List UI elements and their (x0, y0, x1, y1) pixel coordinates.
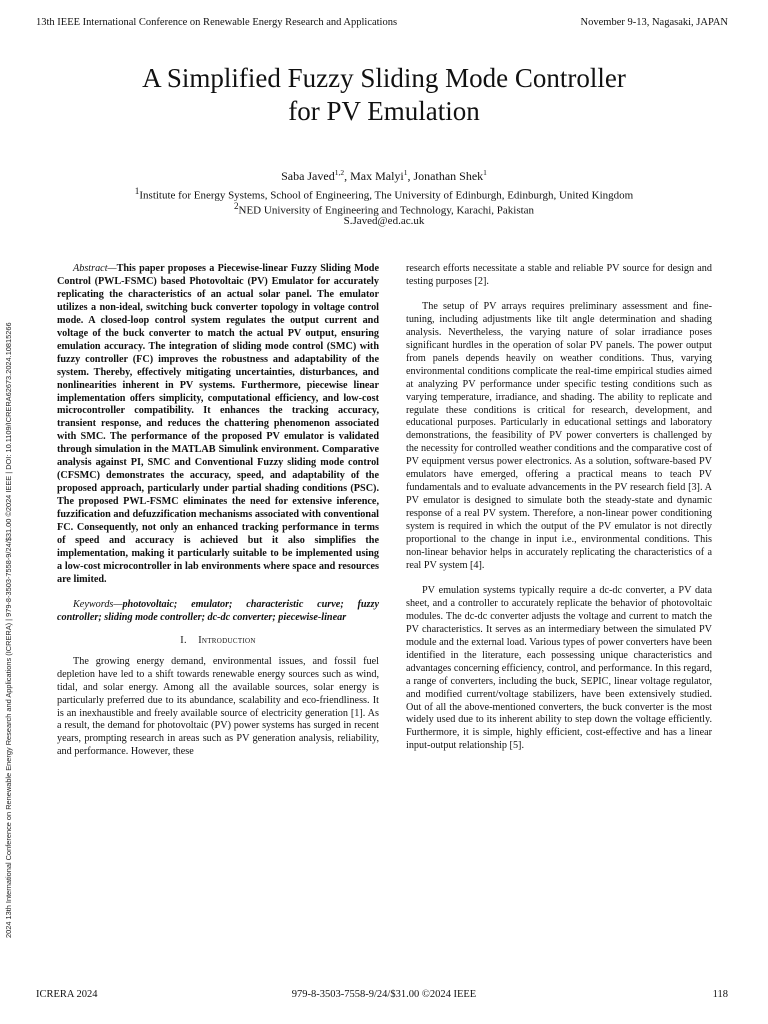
running-header-date: November 9-13, Nagasaki, JAPAN (580, 17, 728, 28)
keywords-text: photovoltaic; emulator; characteristic curve; fuzzy controller; sliding mode controller; dc-dc converter; piecewise-linear (57, 598, 379, 623)
author-separator: , (407, 169, 414, 183)
author-name: Max Malyi (350, 169, 404, 183)
section-number: I. (180, 634, 187, 646)
affiliation-text: NED University of Engineering and Technology, Karachi, Pakistan (238, 204, 535, 217)
keywords (57, 599, 379, 625)
author-name: Jonathan Shek (413, 169, 484, 183)
author-email: S.Javed@ed.ac.uk (343, 215, 425, 227)
title-line-2: for PV Emulation (288, 96, 480, 126)
author-separator: , (344, 169, 351, 183)
paper-title (60, 62, 708, 128)
running-header-conference: 13th IEEE International Conference on Renewable Energy Research and Applications (36, 17, 398, 28)
affiliation-sup: 2 (233, 201, 239, 211)
right-column (406, 263, 712, 753)
section-heading (57, 635, 379, 648)
intro-paragraph-2: The setup of PV arrays requires preliminary assessment and fine-tuning, including adjustments like tilt angle determination and shading analysis. Nevertheless, the varying nature of solar irradiance poses significant hurdles in the operation of solar PV panels. The power output from panels depends heavily on weather conditions. Thus, varying environmental conditions complicate the real-time empirical studies aimed at analyzing PV performance under specific testing conditions such as varying temperature, irradiance, and shading. The ability to replicate and regulate these conditions is critical for research, development, and educational purposes. Particularly in educational settings and laboratory demonstrations, the feasibility of PV power converters is challenged by the necessity for controlled weather conditions and the comparative cost of PV equipment versus power electronics. As a solution, software-based PV emulators have emerged, offering a practical means to teach PV fundamentals and to evaluate advancements in the PV research field [3]. A PV emulator is designed to simulate both the steady-state and dynamic response of a real PV system. Therefore, a non-linear power conditioning system is required in which the output of the PV emulator is not directly proportional to the change in input i.e., environmental conditions. This non-linear behavior helps in accurately replicating the characteristics of a real PV system [4]. (406, 300, 712, 571)
footer-copyright: 979-8-3503-7558-9/24/$31.00 ©2024 IEEE (291, 989, 477, 1000)
title-line-1: A Simplified Fuzzy Sliding Mode Controller (142, 63, 626, 93)
author-name: Saba Javed (281, 169, 335, 183)
intro-paragraph-1: The growing energy demand, environmental issues, and fossil fuel depletion have led to a shift towards renewable energy sources such as wind, tidal, and solar energy. Among all the available sources, solar energy is particularly preferred due to its abundance, scalability and eco-friendliness. It is an inexhaustible and freely available source of electricity generation [1]. As a result, the demand for photovoltaic (PV) power systems has surged in recent years, prompting research in areas such as PV generation analysis, reliability, and performance. However, these (57, 655, 379, 758)
author-affil-sup: 1,2 (334, 168, 345, 177)
abstract (57, 263, 379, 587)
author-affil-sup: 1 (403, 168, 408, 177)
keywords-label: Keywords— (73, 598, 123, 610)
author-list (40, 168, 728, 184)
affiliation-text: Institute for Energy Systems, School of Engineering, The University of Edinburgh, Edinburgh, United Kingdom (139, 189, 634, 202)
page-number: 118 (712, 989, 728, 1000)
left-column (57, 263, 379, 759)
intro-paragraph-1-continued: research efforts necessitate a stable and reliable PV source for design and testing purposes [2]. (406, 263, 712, 287)
author-affil-sup: 1 (483, 168, 487, 177)
affiliation-sup: 1 (134, 186, 140, 196)
footer-conference: ICRERA 2024 (36, 989, 98, 1000)
section-title: Introduction (198, 634, 256, 646)
intro-paragraph-3: PV emulation systems typically require a dc-dc converter, a PV data sheet, and a controller to accurately replicate the behavior of photovoltaic modules. The dc-dc converter adjusts the voltage and current to match the PV characteristics. It serves as an intermediary between the simulated PV module and the external load. Various types of power converters have been identified in the literature, each possessing unique characteristics and advantages concerning efficiency, control, and performance. In this regard, a range of converters, including the buck, SEPIC, linear voltage regulator, and modified current/voltage stabilizers, have been extensively studied. Out of all the above-mentioned converters, the buck converter is the most widely used due to its inherent ability to step down the voltage efficiently. Furthermore, it is simple, highly efficient, cost-effective and has a linear input-output relationship [5]. (406, 584, 712, 752)
abstract-text: This paper proposes a Piecewise-linear Fuzzy Sliding Mode Control (PWL-FSMC) based Photovoltaic (PV) Emulator for accurately replicating the characteristics of an actual solar panel. The emulator utilizes a non-ideal, switching buck converter topology in voltage control mode. A closed-loop control system regulates the output current and voltage of the buck converter to match the actual PV output, ensuring emulation accuracy. The integration of sliding mode control (SMC) with fuzzy controller (FC) improves the robustness and adaptability of the system. Thereby, effectively mitigating uncertainties, disturbances, and nonlinearities inherent in PV systems. Furthermore, piecewise linear implementation offers simplicity, computational efficiency, and low-cost microcontroller compatibility. It enhances the tracking accuracy, transient response, and reduces the chattering phenomenon associated with SMC. The performance of the proposed PV emulator is validated through simulation in the MATLAB Simulink environment. Comparative analysis against PI, SMC and Conventional Fuzzy sliding mode control (CFSMC) demonstrates the accuracy, speed, and adaptability of the proposed approach, particularly under partial shading conditions (PSC). The proposed PWL-FSMC eliminates the need for extensive inference, fuzzification and defuzzification mechanisms associated with conventional FC. Consequently, not only an enhanced tracking performance in terms of speed and accuracy is achieved but it also simplifies the implementation, making it particularly suitable to be implemented using a low-cost microcontroller in lab environments where space and resources are limited. (57, 263, 379, 585)
side-copyright-notice: 2024 13th International Conference on Renewable Energy Research and Applications (ICRERA) | 979-8-3503-7558-9/24/$31.00 ©2024 IEEE | DOI: 10.1109/ICRERA62673.2024.10815266 (4, 322, 13, 938)
abstract-label: Abstract— (73, 263, 117, 274)
